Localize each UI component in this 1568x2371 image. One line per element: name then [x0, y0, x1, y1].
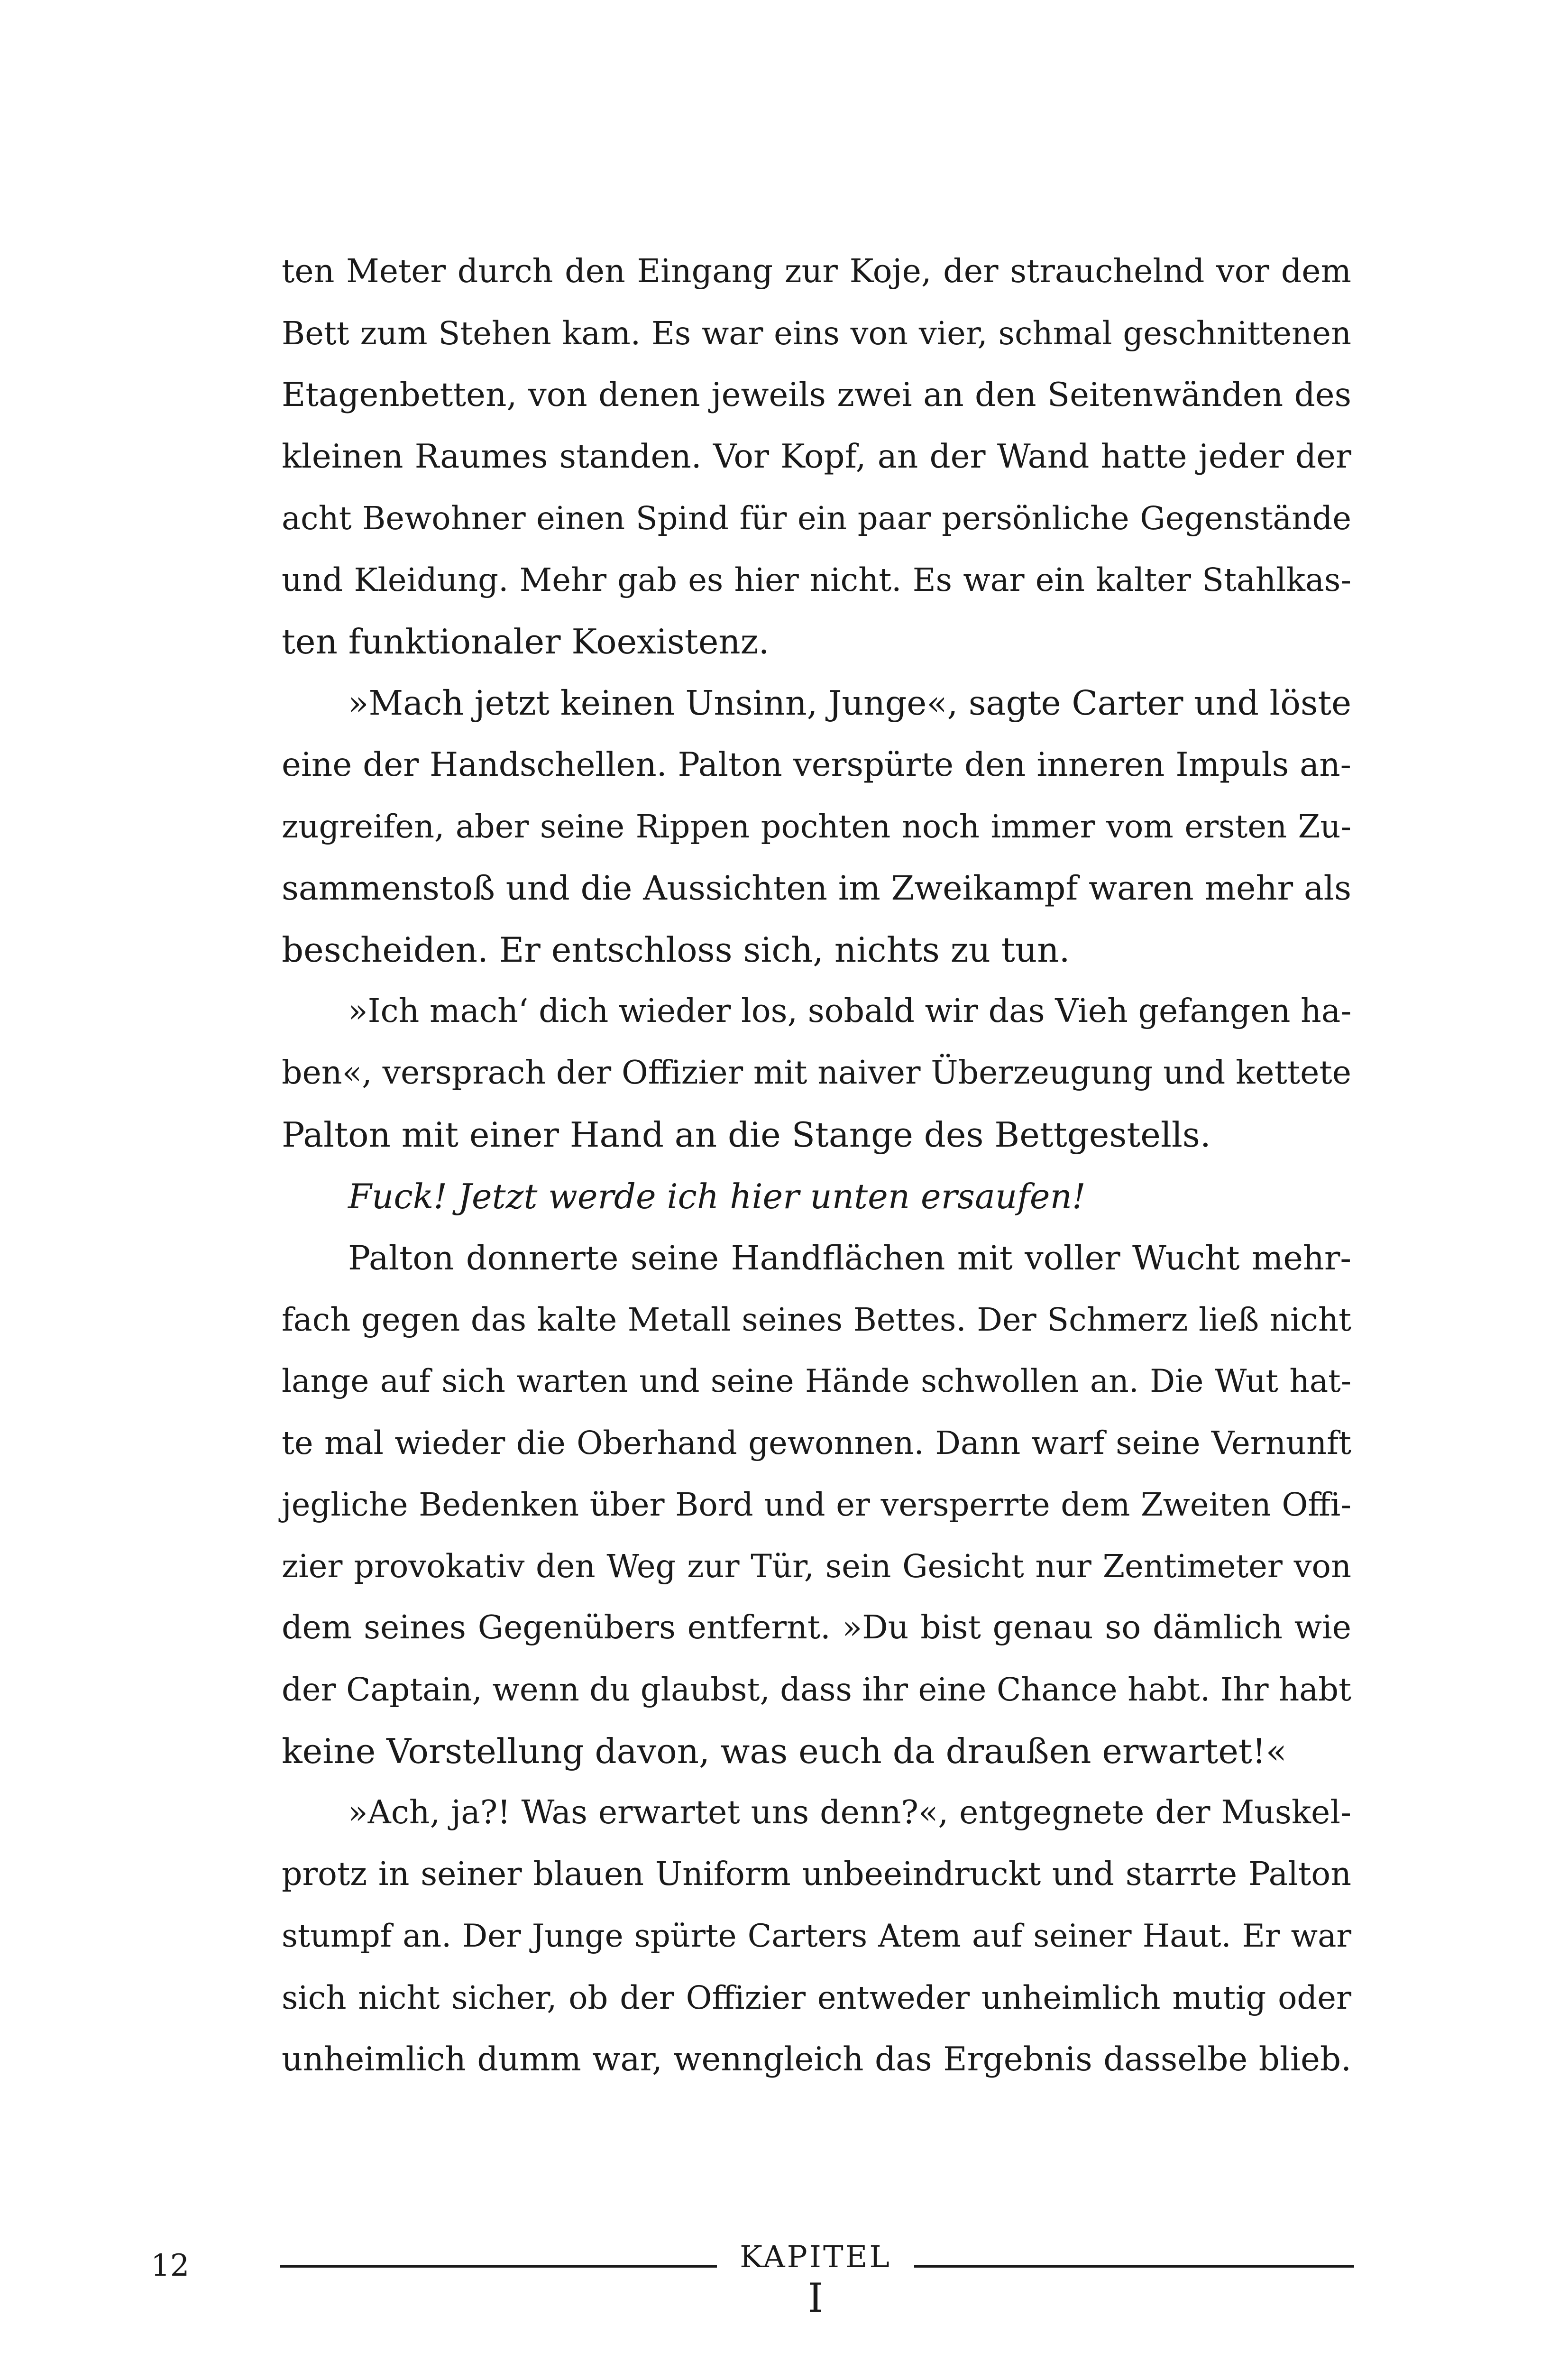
- text-line: te mal wieder die Oberhand gewonnen. Dann warf seine Vernunft: [282, 1424, 1351, 1461]
- text-line: Etagenbetten, von denen jeweils zwei an den Seitenwänden des: [282, 376, 1351, 414]
- text-line: ben«, versprach der Offizier mit naiver Überzeugung und kettete: [282, 1054, 1351, 1092]
- paragraph-first-line: »Mach jetzt keinen Unsinn, Junge«, sagte Carter und löste: [348, 683, 1351, 723]
- text-line: sammenstoß und die Aussichten im Zweikampf waren mehr als: [282, 869, 1351, 908]
- text-line: zier provokativ den Weg zur Tür, sein Gesicht nur Zentimeter von: [282, 1548, 1351, 1585]
- text-line: dem seines Gegenübers entfernt. »Du bist genau so dämlich wie: [282, 1609, 1351, 1646]
- text-line: protz in seiner blauen Uniform unbeeindruckt und starrte Palton: [282, 1856, 1351, 1893]
- text-line: bescheiden. Er entschloss sich, nichts zu tun.: [282, 930, 1070, 970]
- footer-rule-right: [914, 2265, 1354, 2268]
- text-line: und Kleidung. Mehr gab es hier nicht. Es war ein kalter Stahlkas-: [282, 561, 1351, 598]
- text-line: sich nicht sicher, ob der Offizier entweder unheimlich mutig oder: [282, 1979, 1351, 2016]
- text-line: eine der Handschellen. Palton verspürte den inneren Impuls an-: [282, 746, 1351, 784]
- chapter-numeral: I: [807, 2275, 824, 2321]
- text-line: ten funktionaler Koexistenz.: [282, 622, 770, 662]
- text-line: fach gegen das kalte Metall seines Bettes. Der Schmerz ließ nicht: [282, 1301, 1351, 1338]
- chapter-label: KAPITEL: [740, 2240, 891, 2275]
- page-number: 12: [151, 2248, 190, 2283]
- text-line: Bett zum Stehen kam. Es war eins von vier, schmal geschnittenen: [282, 315, 1351, 352]
- text-line: unheimlich dumm war, wenngleich das Ergebnis dasselbe blieb.: [282, 2040, 1351, 2078]
- paragraph-first-line: »Ach, ja?! Was erwartet uns denn?«, entgegnete der Muskel-: [348, 1794, 1351, 1831]
- text-line: keine Vorstellung davon, was euch da draußen erwartet!«: [282, 1731, 1287, 1771]
- paragraph-first-line: »Ich mach‘ dich wieder los, sobald wir das Vieh gefangen ha-: [348, 993, 1352, 1030]
- text-line: der Captain, wenn du glaubst, dass ihr eine Chance habt. Ihr habt: [282, 1671, 1351, 1708]
- text-line: Palton mit einer Hand an die Stange des Bettgestells.: [282, 1115, 1211, 1155]
- text-line: acht Bewohner einen Spind für ein paar persönliche Gegenstände: [282, 500, 1351, 537]
- text-line: zugreifen, aber seine Rippen pochten noch immer vom ersten Zu-: [282, 808, 1351, 845]
- footer-rule-left: [280, 2265, 717, 2268]
- text-line: kleinen Raumes standen. Vor Kopf, an der Wand hatte jeder der: [282, 438, 1351, 476]
- paragraph-first-line: Palton donnerte seine Handflächen mit voller Wucht mehr-: [348, 1239, 1351, 1277]
- text-line: lange auf sich warten und seine Hände schwollen an. Die Wut hat-: [282, 1363, 1351, 1399]
- text-line: jegliche Bedenken über Bord und er versperrte dem Zweiten Offi-: [282, 1486, 1351, 1523]
- text-line: ten Meter durch den Eingang zur Koje, der strauchelnd vor dem: [282, 253, 1351, 290]
- page-body: [282, 241, 1351, 2114]
- italic-thought-line: Fuck! Jetzt werde ich hier unten ersaufen!: [348, 1176, 1086, 1216]
- page-footer: [0, 2219, 1568, 2362]
- text-line: stumpf an. Der Junge spürte Carters Atem auf seiner Haut. Er war: [282, 1918, 1351, 1954]
